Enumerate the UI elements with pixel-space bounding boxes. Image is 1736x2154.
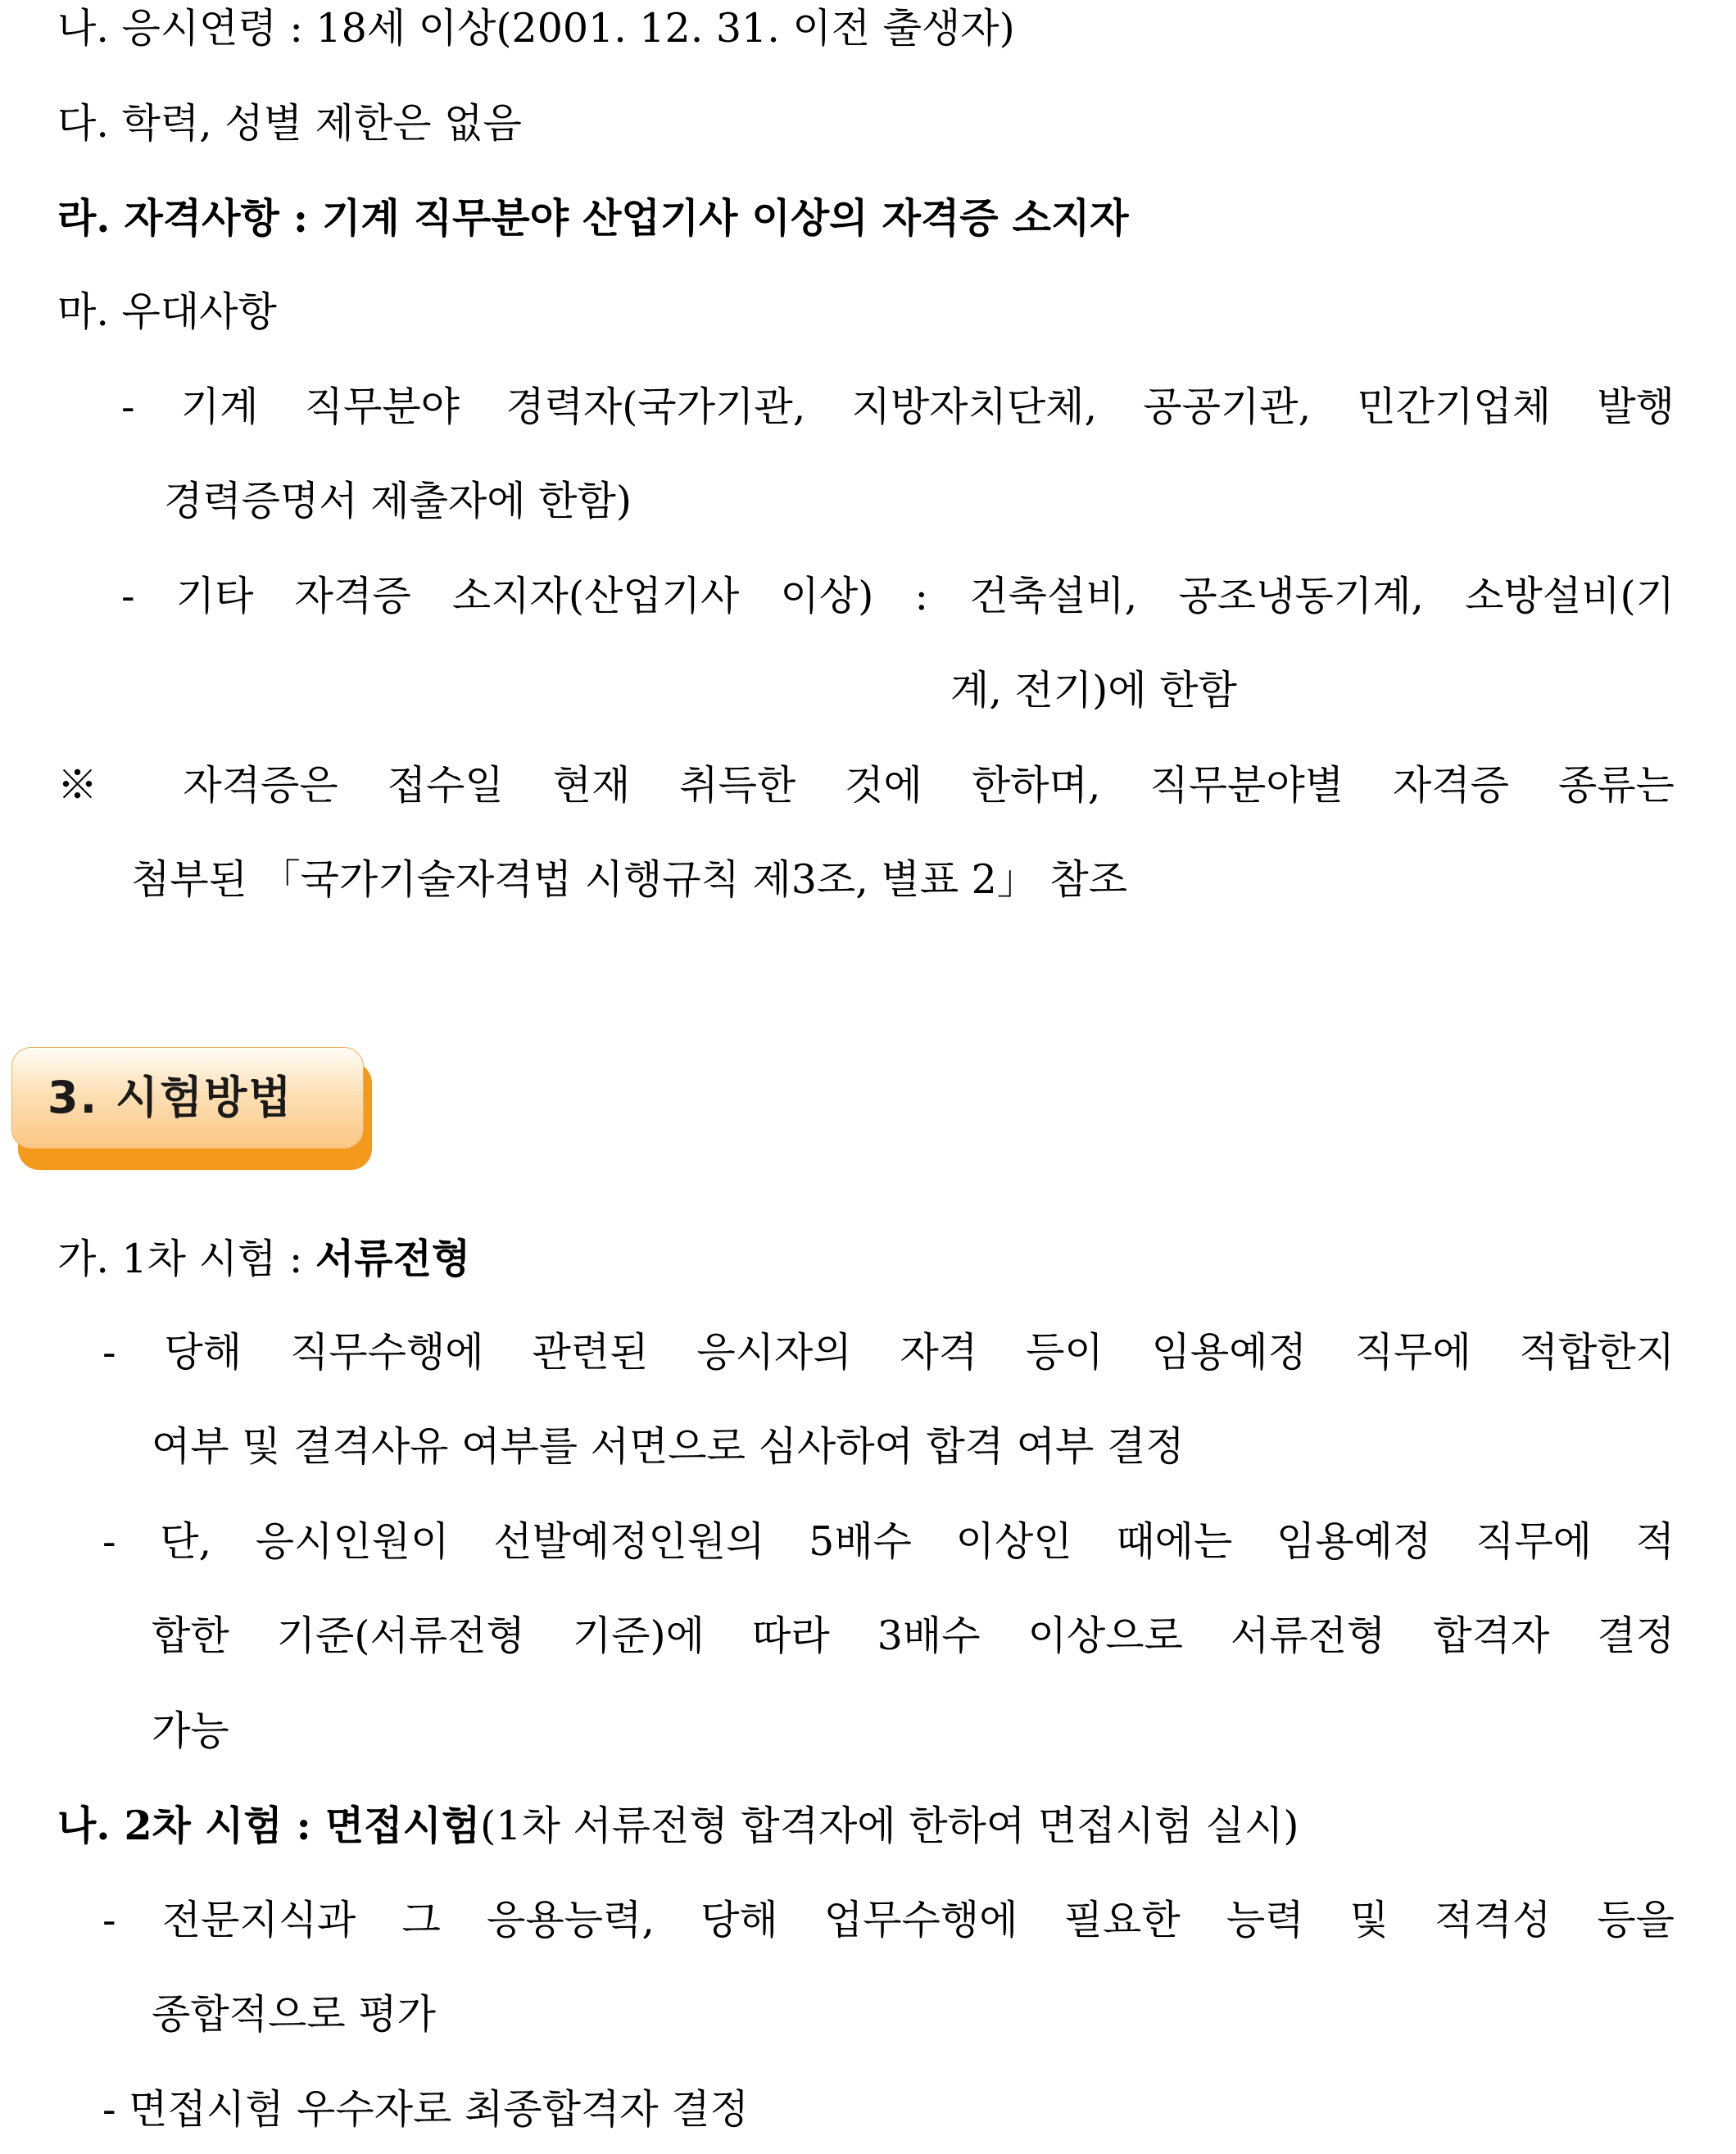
qualification-requirement: 라. 자격사항 : 기계 직무분야 산업기사 이상의 자격증 소지자 <box>57 194 1129 242</box>
second-exam-heading <box>57 1797 1299 1854</box>
certificate-note-cont: 첨부된 「국가기술자격법 시행규칙 제3조, 별표 2」 참조 <box>131 856 1128 903</box>
second-exam-type: 면접시험 <box>324 1802 481 1849</box>
preference-item-1-cont: 경력증명서 제출자에 한함) <box>164 478 632 524</box>
first-exam-bullet-2-cont: 합한 기준(서류전형 기준)에 따라 3배수 이상으로 서류전형 합격자 결정 <box>152 1612 1675 1659</box>
section-title: 3. 시험방법 <box>48 1072 293 1123</box>
preference-item-2: - 기타 자격증 소지자(산업기사 이상) : 건축설비, 공조냉동기계, 소방설비(기 <box>121 573 1675 619</box>
second-exam-prefix: 나. 2차 시험 : <box>57 1802 325 1849</box>
preference-item-1: - 기계 직무분야 경력자(국가기관, 지방자치단체, 공공기관, 민간기업체 발행 <box>121 383 1675 430</box>
second-exam-bullet-1-cont: 종합적으로 평가 <box>152 1991 436 2038</box>
preference-heading: 마. 우대사항 <box>57 288 277 335</box>
first-exam-bullet-2-end: 가능 <box>152 1707 229 1754</box>
no-restriction-note: 다. 학력, 성별 제한은 없음 <box>57 100 522 147</box>
first-exam-heading <box>57 1230 470 1287</box>
first-exam-prefix: 가. 1차 시험 : <box>57 1236 315 1282</box>
section-header <box>11 1047 372 1170</box>
first-exam-bullet-1-cont: 여부 및 결격사유 여부를 서면으로 심사하여 합격 여부 결정 <box>152 1423 1185 1470</box>
second-exam-bullet-2: - 면접시험 우수자로 최종합격자 결정 <box>102 2086 749 2133</box>
certificate-note: ※ 자격증은 접수일 현재 취득한 것에 한하며, 직무분야별 자격증 종류는 <box>57 762 1675 809</box>
age-requirement: 나. 응시연령 : 18세 이상(2001. 12. 31. 이전 출생자) <box>57 5 1015 52</box>
first-exam-bullet-2: - 단, 응시인원이 선발예정인원의 5배수 이상인 때에는 임용예정 직무에 적 <box>102 1518 1675 1565</box>
second-exam-bullet-1: - 전문지식과 그 응용능력, 당해 업무수행에 필요한 능력 및 적격성 등을 <box>102 1897 1675 1943</box>
second-exam-detail: (1차 서류전형 합격자에 한하여 면접시험 실시) <box>480 1803 1299 1849</box>
preference-item-2-cont: 계, 전기)에 한함 <box>950 667 1237 714</box>
first-exam-bullet-1: - 당해 직무수행에 관련된 응시자의 자격 등이 임용예정 직무에 적합한지 <box>102 1329 1675 1376</box>
first-exam-type: 서류전형 <box>315 1235 471 1282</box>
